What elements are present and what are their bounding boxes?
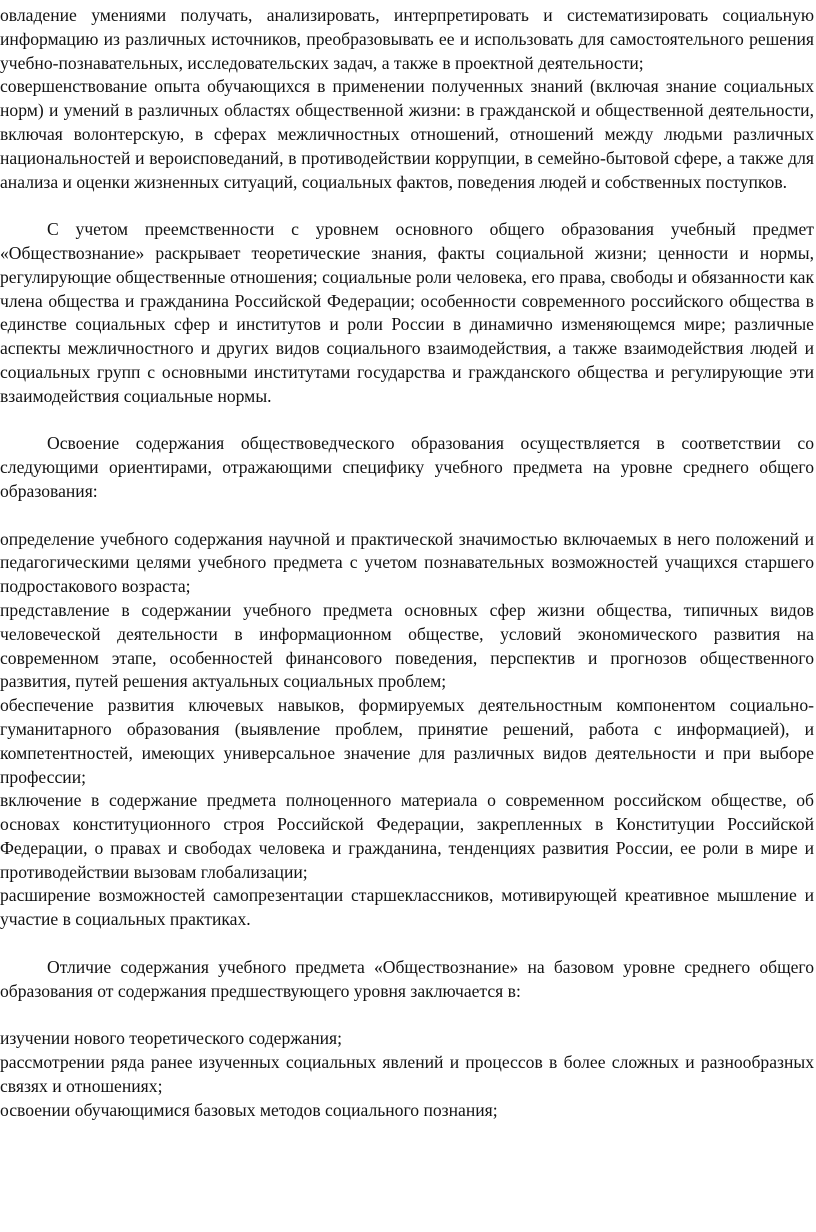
- paragraph-gap: [0, 1003, 814, 1027]
- list-item: рассмотрении ряда ранее изученных социальных явлений и процессов в более сложных и разнообразных связях и отношениях;: [0, 1052, 814, 1096]
- list-item: совершенствование опыта обучающихся в применении полученных знаний (включая знание социальных норм) и умений в различных областях общественной жизни: в гражданской и общественной деятельности, включая волонтерскую, в сферах межличностных отношений, отношений между людьми различных национальностей и вероисповеданий, в противодействии коррупции, в семейно-бытовой сфере, а также для анализа и оценки жизненных ситуаций, социальных фактов, поведения людей и собственных поступков.: [0, 76, 814, 192]
- list-item: овладение умениями получать, анализировать, интерпретировать и систематизировать социальную информацию из различных источников, преобразовывать ее и использовать для самостоятельного решения учебно-познавательных, исследовательских задач, а также в проектной деятельности;: [0, 5, 814, 73]
- list-item: обеспечение развития ключевых навыков, формируемых деятельностным компонентом социально-гуманитарного образования (выявление проблем, принятие решений, работа с информацией), и компетентностей, имеющих универсальное значение для различных видов деятельности и при выборе профессии;: [0, 695, 814, 787]
- paragraph: С учетом преемственности с уровнем основного общего образования учебный предмет «Обществознание» раскрывает теоретические знания, факты социальной жизни; ценности и нормы, регулирующие общественные отношения; социальные роли человека, его права, свободы и обязанности как члена общества и гражданина Российской Федерации; особенности современного российского общества в единстве социальных сфер и институтов и роли России в динамично изменяющемся мире; различные аспекты межличностного и других видов социального взаимодействия, а также взаимодействия людей и социальных групп с основными институтами государства и гражданского общества и регулирующие эти взаимодействия социальные нормы.: [0, 219, 814, 406]
- paragraph-gap: [0, 932, 814, 956]
- list-item: освоении обучающимися базовых методов социального познания;: [0, 1099, 498, 1120]
- paragraph-gap: [0, 409, 814, 433]
- paragraph-gap: [0, 194, 814, 218]
- paragraph: Освоение содержания обществоведческого образования осуществляется в соответствии со следующими ориентирами, отражающими специфику учебного предмета на уровне среднего общего образования:: [0, 433, 814, 501]
- list-item: расширение возможностей самопрезентации старшеклассников, мотивирующей креативное мышление и участие в социальных практиках.: [0, 885, 814, 930]
- paragraph: Отличие содержания учебного предмета «Обществознание» на базовом уровне среднего общего образования от содержания предшествующего уровня заключается в:: [0, 956, 814, 1001]
- paragraph-gap: [0, 504, 814, 528]
- list-item: определение учебного содержания научной и практической значимостью включаемых в него положений и педагогическими целями учебного предмета с учетом познавательных возможностей учащихся старшего подростакового возраста;: [0, 528, 814, 597]
- list-item: изучении нового теоретического содержания;: [0, 1028, 343, 1049]
- list-item: представление в содержании учебного предмета основных сфер жизни общества, типичных видов человеческой деятельности в информационном обществе, условий экономического развития на современном этапе, особенностей финансового поведения, перспектив и прогнозов общественного развития, путей решения актуальных социальных проблем;: [0, 599, 814, 692]
- list-item: включение в содержание предмета полноценного материала о современном российском обществе, об основах конституционного строя Российской Федерации, закрепленных в Конституции Российской Федерации, о правах и свободах человека и гражданина, тенденциях развития России, ее роли в мире и противодействии вызовам глобализации;: [0, 790, 814, 882]
